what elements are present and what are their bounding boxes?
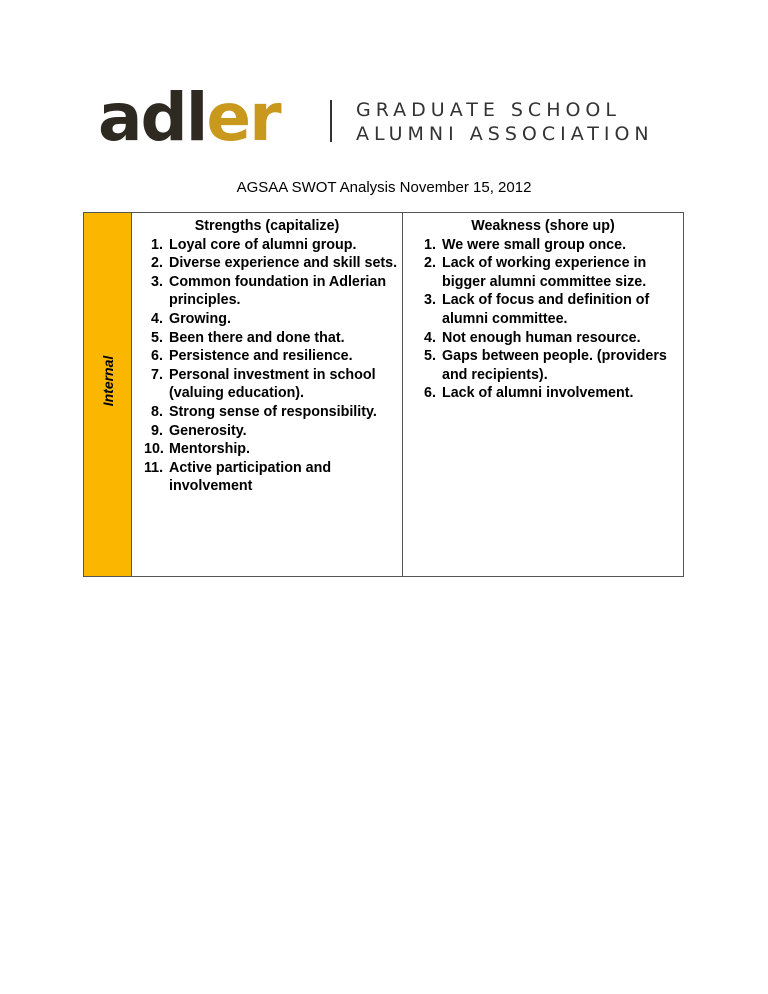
item-number: 2. [424,255,436,272]
strengths-item [132,329,402,348]
strengths-heading: Strengths (capitalize) [194,218,340,234]
strengths-cell [132,213,403,576]
weakness-item [403,347,683,384]
item-number: 1. [151,236,163,253]
item-text: Lack of focus and definition of alumni committee. [442,292,650,327]
item-text: Gaps between people. (providers and recipients). [442,348,667,383]
item-text: Lack of working experience in bigger alumni committee size. [442,255,647,290]
weakness-item [403,384,683,403]
internal-label: Internal [99,355,116,407]
strengths-item [132,310,402,329]
item-number: 9. [151,422,163,439]
item-number: 6. [424,385,436,402]
item-number: 11. [144,459,164,476]
document-title: AGSAA SWOT Analysis November 15, 2012 [236,179,532,196]
item-number: 6. [151,348,163,365]
weakness-heading: Weakness (shore up) [471,218,615,234]
strengths-item [132,347,402,366]
item-text: Personal investment in school (valuing education). [169,366,376,402]
item-text: Not enough human resource. [442,329,641,346]
item-number: 2. [151,255,163,272]
item-text: Persistence and resilience. [169,348,353,365]
strengths-item [132,440,402,459]
strengths-item [132,254,402,273]
weakness-item [403,254,683,291]
logo-divider [330,100,332,142]
adler-logo [98,79,698,156]
item-number: 10. [144,441,164,458]
item-text: Diverse experience and skill sets. [169,255,398,272]
item-number: 4. [151,310,163,327]
weakness-item [403,236,683,255]
strengths-item [132,236,402,255]
weakness-item [403,291,683,328]
item-number: 8. [151,403,163,420]
item-text: Strong sense of responsibility. [169,403,377,420]
item-text: Growing. [169,310,231,327]
item-text: Been there and done that. [169,329,345,346]
internal-row-header [84,213,132,576]
item-text: Mentorship. [169,441,251,458]
strengths-item [132,422,402,441]
logo-wordmark: adler [98,79,280,156]
weakness-list [403,236,683,403]
item-text: Loyal core of alumni group. [169,236,357,253]
item-text: Common foundation in Adlerian principles. [169,273,387,309]
strengths-item [132,273,402,310]
item-number: 5. [151,329,163,346]
strengths-item [132,459,402,496]
item-number: 3. [151,273,163,290]
item-number: 3. [424,292,436,309]
weakness-item [403,329,683,348]
item-text: Active participation and involvement [169,459,332,495]
logo-tagline: GRADUATE SCHOOL ALUMNI ASSOCIATION [356,99,654,145]
item-number: 7. [151,366,163,383]
weakness-cell [403,213,683,576]
strengths-list [132,236,402,496]
strengths-item [132,366,402,403]
item-number: 5. [424,348,436,365]
item-text: Lack of alumni involvement. [442,385,634,402]
item-text: Generosity. [169,422,247,439]
swot-table [83,212,684,577]
item-number: 1. [424,236,436,253]
strengths-item [132,403,402,422]
item-text: We were small group once. [442,236,627,253]
item-number: 4. [424,329,436,346]
